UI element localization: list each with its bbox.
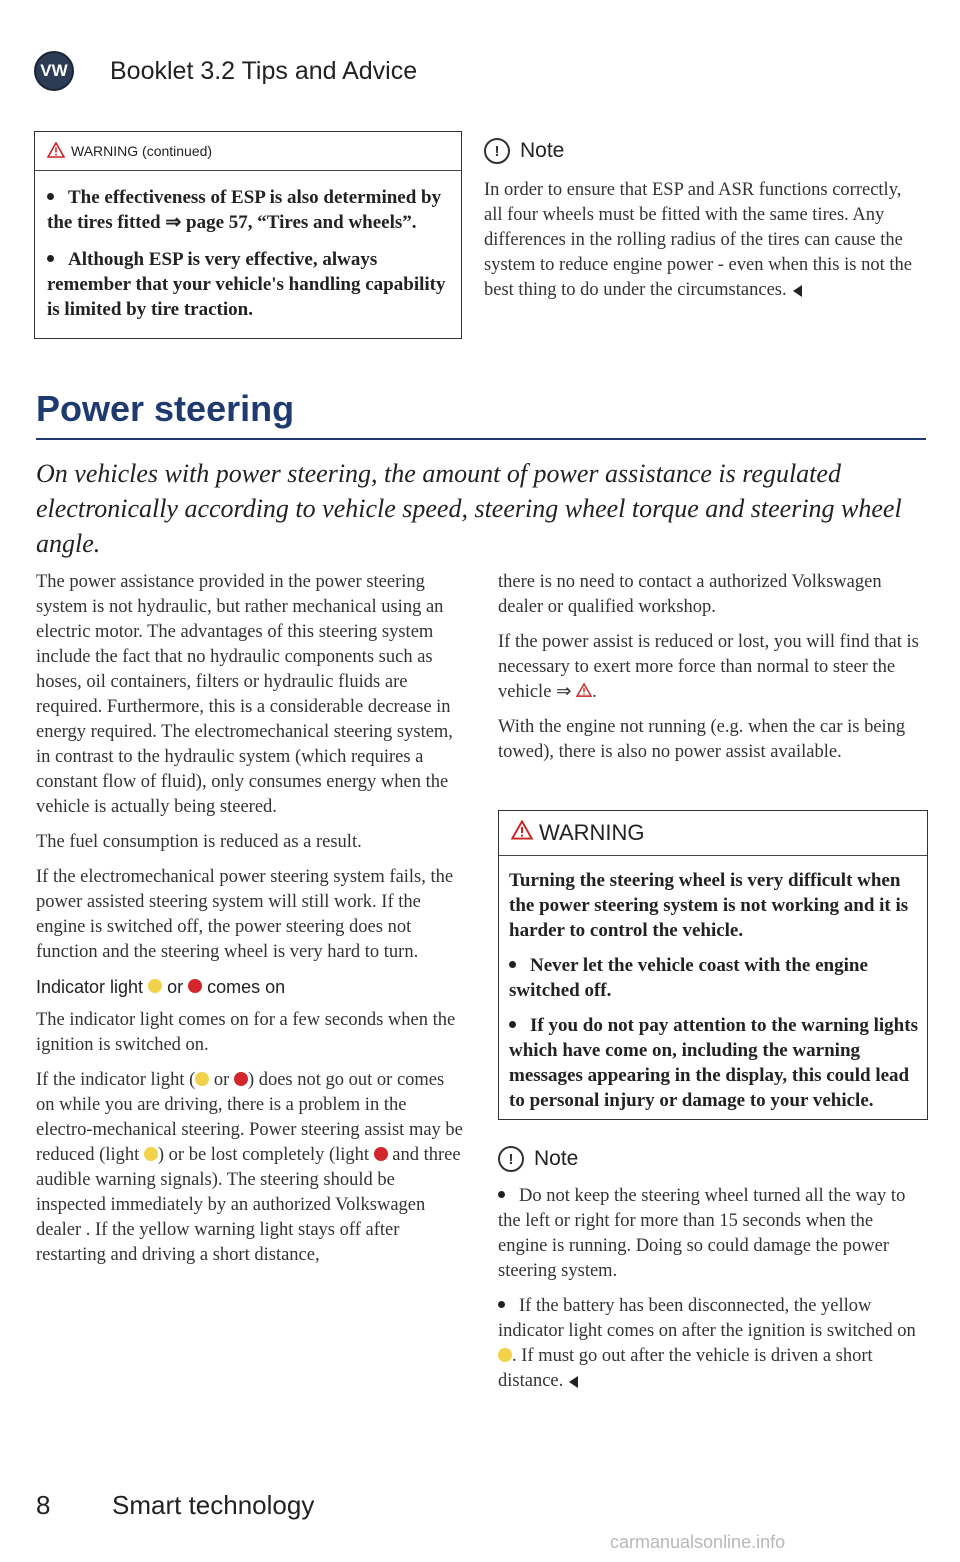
bullet-icon [509,1021,516,1028]
warning-continued-box [34,131,462,339]
note-bottom-title: Note [534,1147,579,1170]
red-steering-light-icon [374,1147,388,1161]
note-info-icon: ! [498,1146,524,1172]
bullet-icon [47,193,54,200]
p5-text-c: ) or be lost completely (light [157,1145,370,1165]
subhead-text: Indicator light [36,977,144,997]
warning-item-text: Never let the vehicle coast with the engine switched off. [509,955,868,1001]
warning-triangle-icon [47,142,65,161]
note-top [484,138,924,303]
note-info-icon: ! [484,138,510,164]
left-column [36,570,464,1278]
warning-triangle-icon [576,680,592,705]
note-item-text: If the battery has been disconnected, the yellow indicator light comes on after the ignition is switched on [498,1296,916,1341]
p5-text-b: ) does not go out or comes on while you are driving, there is a problem in the electro-mechanical steering. Power steering assist may be reduced (light [36,1070,463,1165]
list-item [47,185,451,235]
p5-text-or: or [213,1070,230,1090]
paragraph: there is no need to contact a authorized Volkswagen dealer or qualified workshop. [498,572,882,617]
note-bottom-header [498,1146,926,1172]
warning-continued-header [35,132,461,171]
warning-list [509,953,919,1113]
warning-box [498,810,928,1120]
paragraph: If the electromechanical power steering system fails, the power assisted steering system will still work. If the engine is switched off, the power steering does not function and the steering wheel is very hard to turn. [36,867,454,962]
paragraph [36,1068,464,1268]
bullet-icon [509,961,516,968]
bullet-icon [47,255,54,262]
yellow-steering-light-icon [498,1348,512,1362]
bullet-icon [498,1191,505,1198]
warning-header [499,811,927,856]
red-steering-light-icon [234,1072,248,1086]
note-top-text [484,178,924,303]
paragraph: The indicator light comes on for a few seconds when the ignition is switched on. [36,1010,456,1055]
list-item [498,1294,926,1394]
end-marker-icon [793,285,802,297]
page-number: 8 [36,1490,51,1520]
warning-content [499,856,927,1113]
note-list [498,1184,926,1394]
note-bottom [498,1146,926,1394]
subhead-text-b: comes on [207,977,286,997]
note-item-text: Do not keep the steering wheel turned all the way to the left or right for more than 15 seconds when the engine is running. Doing so could damage the power steering system. [498,1186,906,1281]
paragraph: The power assistance provided in the power steering system is not hydraulic, but rather mechanical using an electric motor. The advantages of this steering system include the fact that no hydraulic components such as hoses, oil containers, filters or hydraulic fluids are required. Furthermore, this is a considerable decrease in energy required. The electromechanical steering system, in contrast to the hydraulic system (which requires a constant flow of fluid), only consumes energy when the vehicle is actually being steered. [36,572,453,817]
bullet-icon [498,1301,505,1308]
yellow-steering-light-icon [148,979,162,993]
p2-text: If the power assist is reduced or lost, you will find that is necessary to exert more force than normal to steer the vehicle ⇒ [498,632,919,702]
section-intro: On vehicles with power steering, the amount of power assistance is regulated electronically according to vehicle speed, steering wheel torque and steering wheel angle. [36,459,902,558]
warning-continued-list [35,171,461,322]
p5-text-d: and three audible warning signals). The steering should be inspected immediately by an authorized Volkswagen dealer . If the yellow warning light stays off after restarting and driving a short distance, [36,1145,461,1265]
warning-lead: Turning the steering wheel is very difficult when the power steering system is not working and it is harder to control the vehicle. [509,870,909,941]
watermark: carmanualsonline.info [610,1532,786,1552]
end-marker-icon [569,1376,578,1388]
list-item [47,247,451,322]
yellow-steering-light-icon [195,1072,209,1086]
footer-section: Smart technology [112,1490,315,1520]
paragraph: The fuel consumption is reduced as a result. [36,832,362,852]
list-item [509,953,919,1003]
warning-item-text: Although ESP is very effective, always remember that your vehicle's handling capability is limited by tire traction. [47,249,446,320]
red-steering-light-icon [188,979,202,993]
note-top-header [484,138,924,164]
p5-text-a: If the indicator light ( [36,1070,196,1090]
warning-title: WARNING [539,820,645,845]
note-top-title: Note [520,139,565,162]
warning-item-text: The effectiveness of ESP is also determined by the tires fitted ⇒ page 57, “Tires and wheels”. [47,187,442,233]
list-item [509,1013,919,1113]
section-rule [36,438,926,440]
warning-triangle-icon [511,820,533,846]
warning-continued-title: WARNING (continued) [71,143,213,159]
indicator-subhead [36,975,464,1000]
vw-logo-icon: VW [34,51,74,91]
right-column [498,570,926,775]
note-top-body: In order to ensure that ESP and ASR functions correctly, all four wheels must be fitted with the same tires. Any differences in the rolling radius of the tires can cause the system to reduce engine power - even when this is not the best thing to do under the circumstances. [484,180,912,300]
list-item [498,1184,926,1284]
warning-item-text: If you do not pay attention to the warning lights which have come on, including the warning messages appearing in the display, this could lead to personal injury or damage to your vehicle. [509,1015,918,1111]
section-title: Power steering [36,388,295,429]
booklet-header: Booklet 3.2 Tips and Advice [110,57,418,85]
yellow-steering-light-icon [144,1147,158,1161]
note-item-text-b: . If must go out after the vehicle is driven a short distance. [498,1346,873,1391]
subhead-or: or [167,977,184,997]
paragraph: If the power assist is reduced or lost, you will find that is necessary to exert more force than normal to steer the vehicle ⇒ . [498,630,926,705]
paragraph: With the engine not running (e.g. when the car is being towed), there is also no power assist available. [498,717,906,762]
